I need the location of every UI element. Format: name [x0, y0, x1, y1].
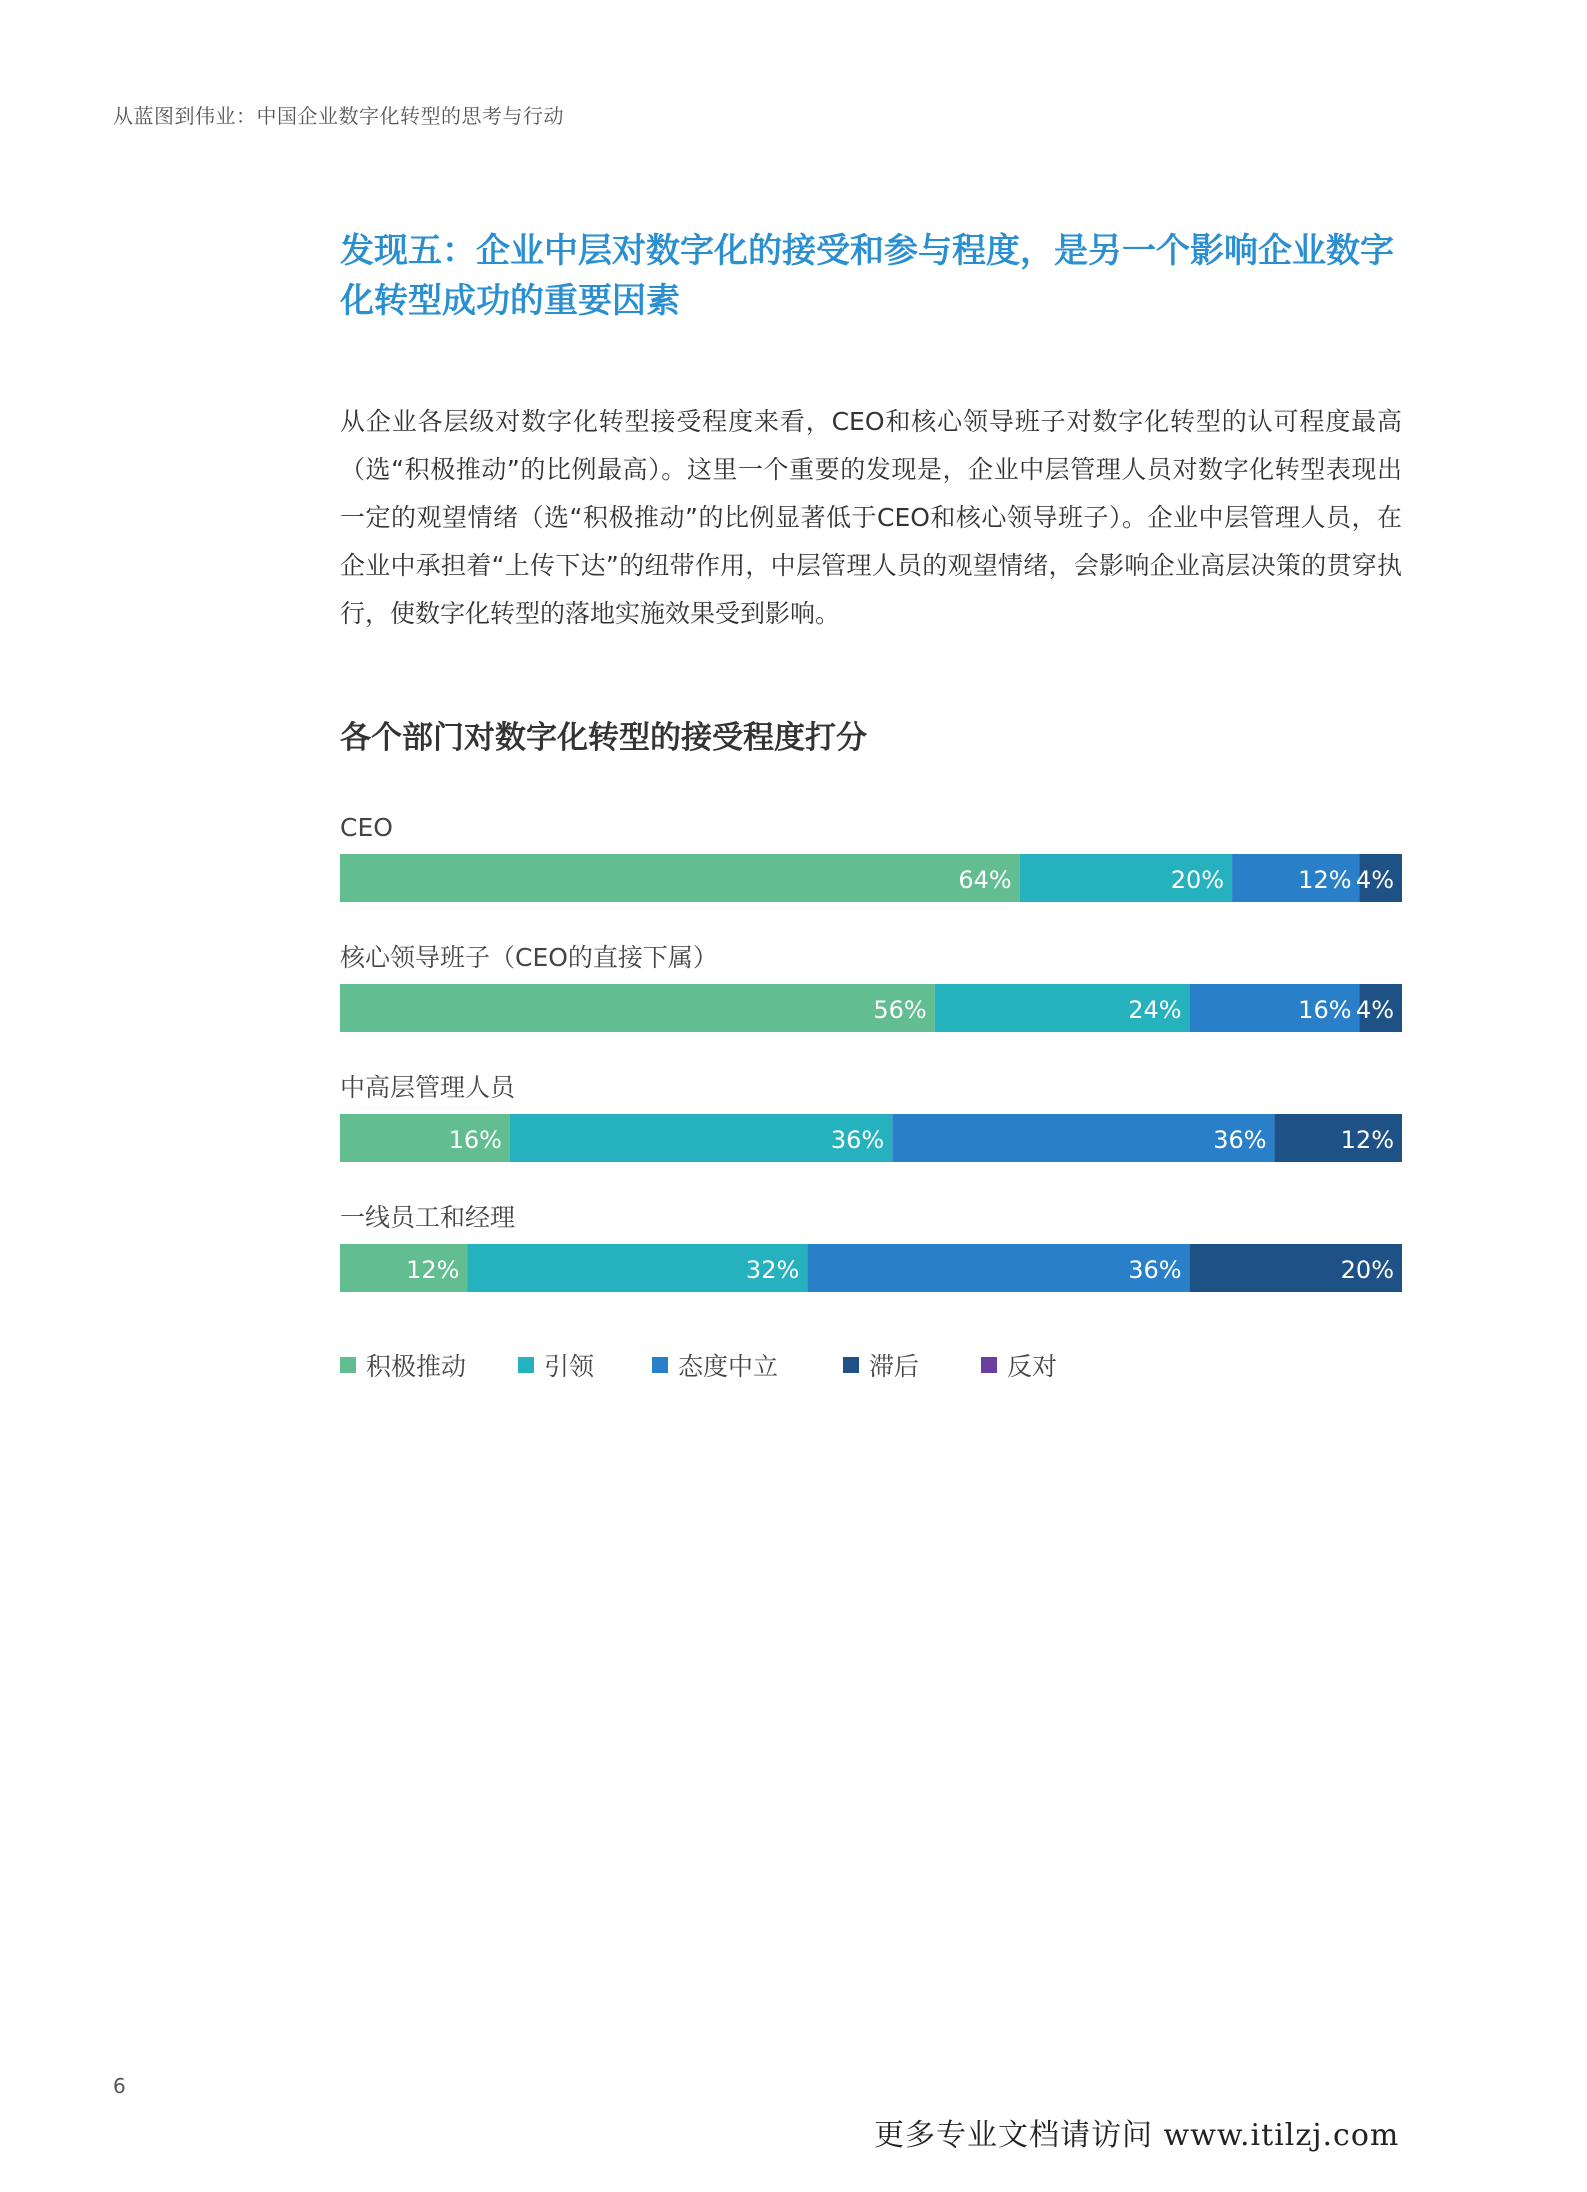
stacked-bar-chart — [340, 800, 1402, 1420]
bar-value-label: 12% — [406, 1256, 460, 1284]
legend-swatch — [652, 1357, 668, 1373]
bar-value-label: 36% — [830, 1126, 885, 1154]
bar-value-label: 32% — [745, 1256, 800, 1284]
bar-value-label: 16% — [1298, 996, 1352, 1024]
bar-value-label: 4% — [1355, 866, 1394, 894]
bar-value-label: 56% — [873, 996, 927, 1024]
bar-value-label: 64% — [958, 866, 1012, 894]
category-label: 核心领导班子（CEO的直接下属） — [340, 943, 718, 972]
footer-note: 更多专业文档请访问 www.itilzj.com — [874, 2118, 1400, 2153]
bar-segment — [340, 984, 935, 1032]
bar-value-label: 12% — [1298, 866, 1352, 894]
bar-value-label: 36% — [1128, 1256, 1182, 1284]
bar-value-label: 24% — [1128, 996, 1182, 1024]
legend-label: 反对 — [1007, 1352, 1058, 1381]
legend-label: 引领 — [544, 1352, 595, 1381]
chart-title: 各个部门对数字化转型的接受程度打分 — [340, 720, 867, 756]
bar-value-label: 4% — [1355, 996, 1394, 1024]
bar-value-label: 16% — [448, 1126, 502, 1154]
page-number: 6 — [113, 2074, 126, 2098]
category-label: 中高层管理人员 — [340, 1073, 516, 1102]
legend-label: 积极推动 — [366, 1352, 467, 1381]
legend-swatch — [843, 1357, 859, 1373]
legend-label: 态度中立 — [678, 1352, 779, 1381]
legend-label: 滞后 — [869, 1352, 920, 1381]
bar-value-label: 20% — [1170, 866, 1225, 894]
legend-swatch — [981, 1357, 997, 1373]
bar-segment — [340, 854, 1020, 902]
chart-svg — [340, 800, 1402, 1420]
legend-swatch — [340, 1357, 356, 1373]
category-label: 一线员工和经理 — [340, 1203, 516, 1232]
section-title: 发现五：企业中层对数字化的接受和参与程度，是另一个影响企业数字化转型成功的重要因素 — [340, 231, 1394, 321]
category-label: CEO — [340, 813, 393, 842]
legend-swatch — [518, 1357, 534, 1373]
running-header: 从蓝图到伟业：中国企业数字化转型的思考与行动 — [113, 104, 564, 128]
body-paragraph: 从企业各层级对数字化转型接受程度来看，CEO和核心领导班子对数字化转型的认可程度最高（选“积极推动”的比例最高）。这里一个重要的发现是，企业中层管理人员对数字化转型表现出一定的观望情绪（选“积极推动”的比例显著低于CEO和核心领导班子）。企业中层管理人员，在企业中承担着“上传下达”的纽带作用，中层管理人员的观望情绪，会影响企业高层决策的贯穿执行，使数字化转型的落地实施效果受到影响。 — [340, 407, 1402, 628]
bar-value-label: 36% — [1213, 1126, 1267, 1154]
bar-value-label: 20% — [1340, 1256, 1394, 1284]
bar-value-label: 12% — [1340, 1126, 1394, 1154]
